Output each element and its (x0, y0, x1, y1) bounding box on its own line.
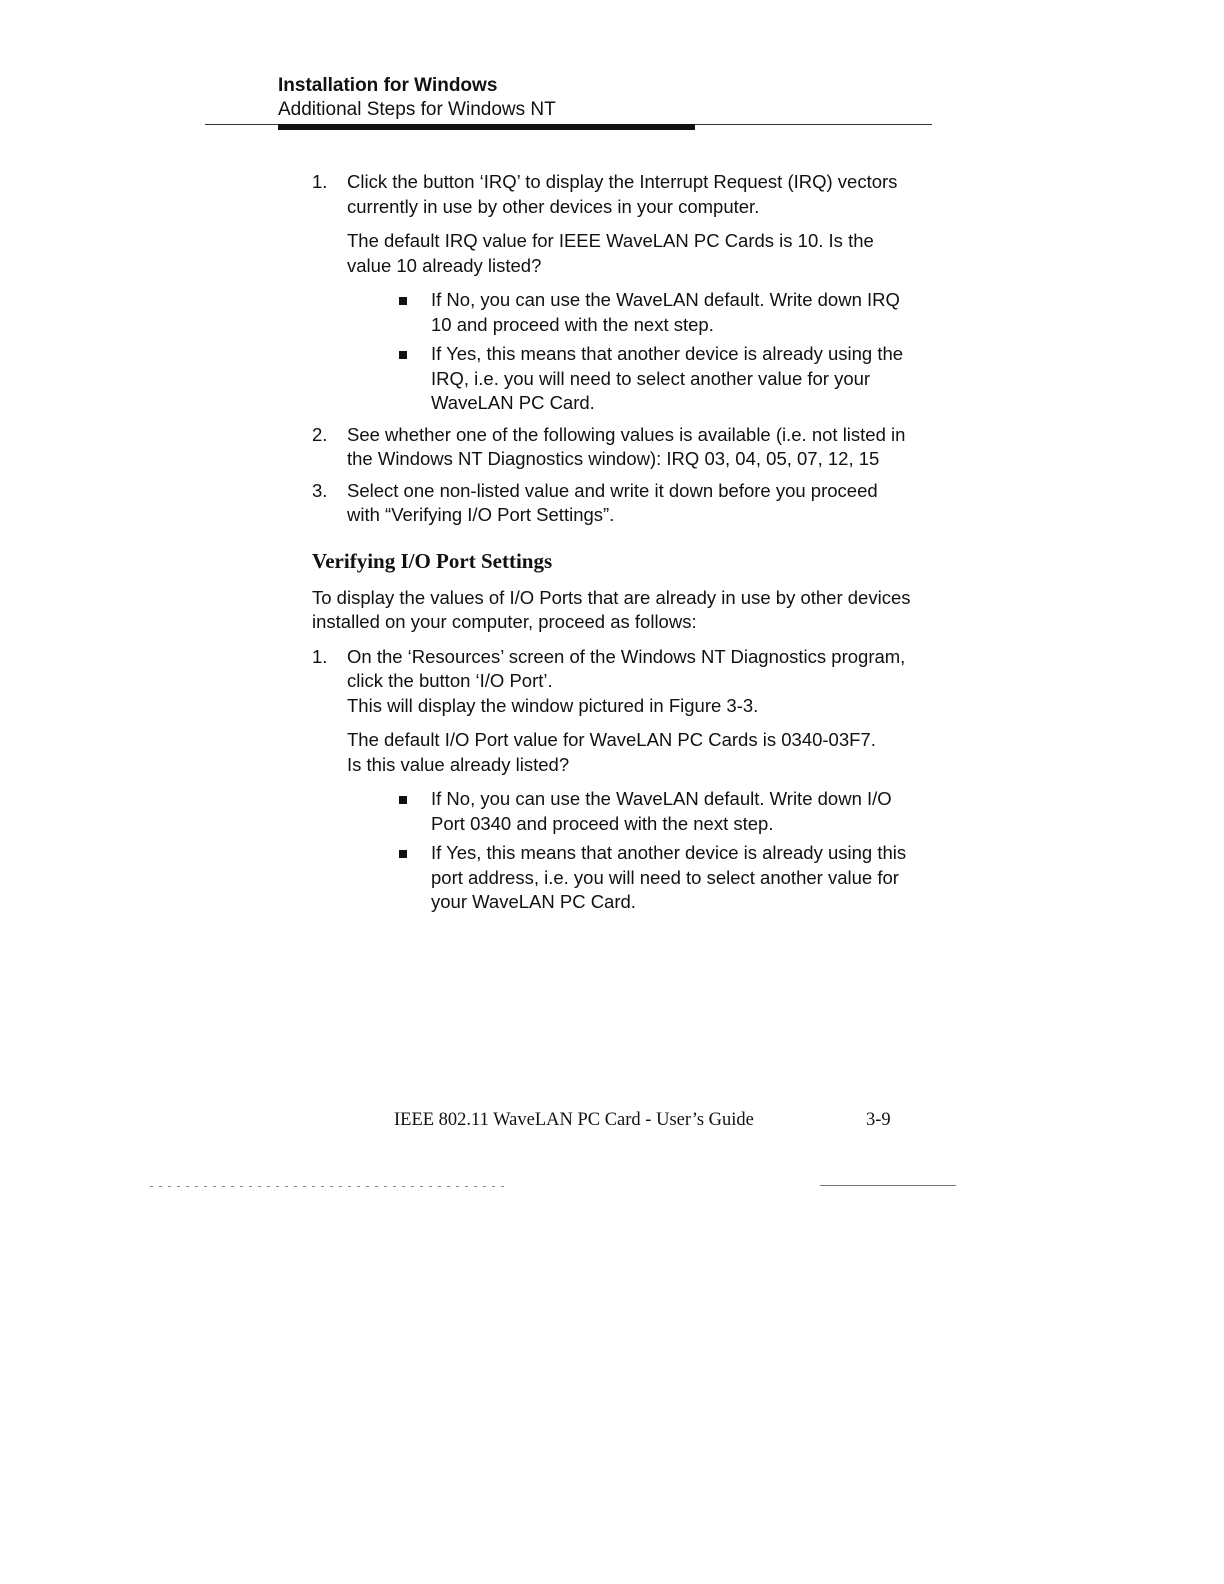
irq-step-1 (312, 170, 912, 416)
scan-artifact-line (150, 1186, 505, 1187)
bullet-list (395, 288, 912, 416)
footer-title: IEEE 802.11 WaveLAN PC Card - User’s Guide (394, 1110, 754, 1130)
step-line: This will display the window pictured in Figure 3-3. (347, 694, 759, 716)
step-line: Is this value already listed? (347, 753, 570, 775)
section-title: Additional Steps for Windows NT (278, 99, 556, 120)
step-text: See whether one of the following values is available (i.e. not listed in the Windows NT Diagnostics window): IRQ 03, 04, 05, 07, 12, 15 (347, 423, 906, 469)
step-paragraph: The default IRQ value for IEEE WaveLAN PC Cards is 10. Is the value 10 already listed? (347, 230, 874, 276)
step-paragraph (347, 728, 912, 777)
step-line: On the ‘Resources’ screen of the Windows NT Diagnostics program, click the button ‘I/O Port’. (347, 645, 906, 691)
bullet-item (395, 342, 912, 416)
header-rule-bold (278, 124, 695, 130)
square-bullet-icon (399, 850, 407, 858)
bullet-text: If Yes, this means that another device is already using the IRQ, i.e. you will need to select another value for your WaveLAN PC Card. (431, 343, 904, 413)
section-intro: To display the values of I/O Ports that are already in use by other devices installed on your computer, proceed as follows: (312, 586, 911, 632)
bullet-text: If No, you can use the WaveLAN default. Write down I/O Port 0340 and proceed with the next step. (431, 788, 892, 834)
step-text: Select one non-listed value and write it down before you proceed with “Verifying I/O Port Settings”. (347, 479, 878, 525)
irq-step-3 (312, 479, 912, 528)
running-head (278, 74, 556, 122)
io-step-1 (312, 645, 912, 915)
bullet-text: If Yes, this means that another device is already using this port address, i.e. you will need to select another value for your WaveLAN PC Card. (431, 842, 907, 912)
page-number: 3-9 (866, 1110, 891, 1130)
bullet-list (395, 787, 912, 915)
bullet-item (395, 288, 912, 337)
square-bullet-icon (399, 796, 407, 804)
step-number: 3. (312, 479, 328, 501)
scan-artifact-line (820, 1185, 956, 1186)
irq-step-2 (312, 423, 912, 472)
section-heading: Verifying I/O Port Settings (312, 548, 553, 573)
step-line: The default I/O Port value for WaveLAN PC Cards is 0340-03F7. (347, 729, 876, 750)
step-paragraph (347, 645, 912, 719)
page-body (312, 170, 912, 922)
step-number: 1. (312, 171, 328, 192)
bullet-item (395, 787, 912, 836)
bullet-text: If No, you can use the WaveLAN default. Write down IRQ 10 and proceed with the next step. (431, 289, 900, 335)
step-paragraph: Click the button ‘IRQ’ to display the Interrupt Request (IRQ) vectors currently in use by other devices in your computer. (347, 171, 898, 217)
bullet-item (395, 841, 912, 915)
square-bullet-icon (399, 297, 407, 305)
chapter-title: Installation for Windows (278, 75, 498, 96)
step-number: 1. (312, 645, 328, 667)
square-bullet-icon (399, 351, 407, 359)
step-number: 2. (312, 423, 328, 445)
